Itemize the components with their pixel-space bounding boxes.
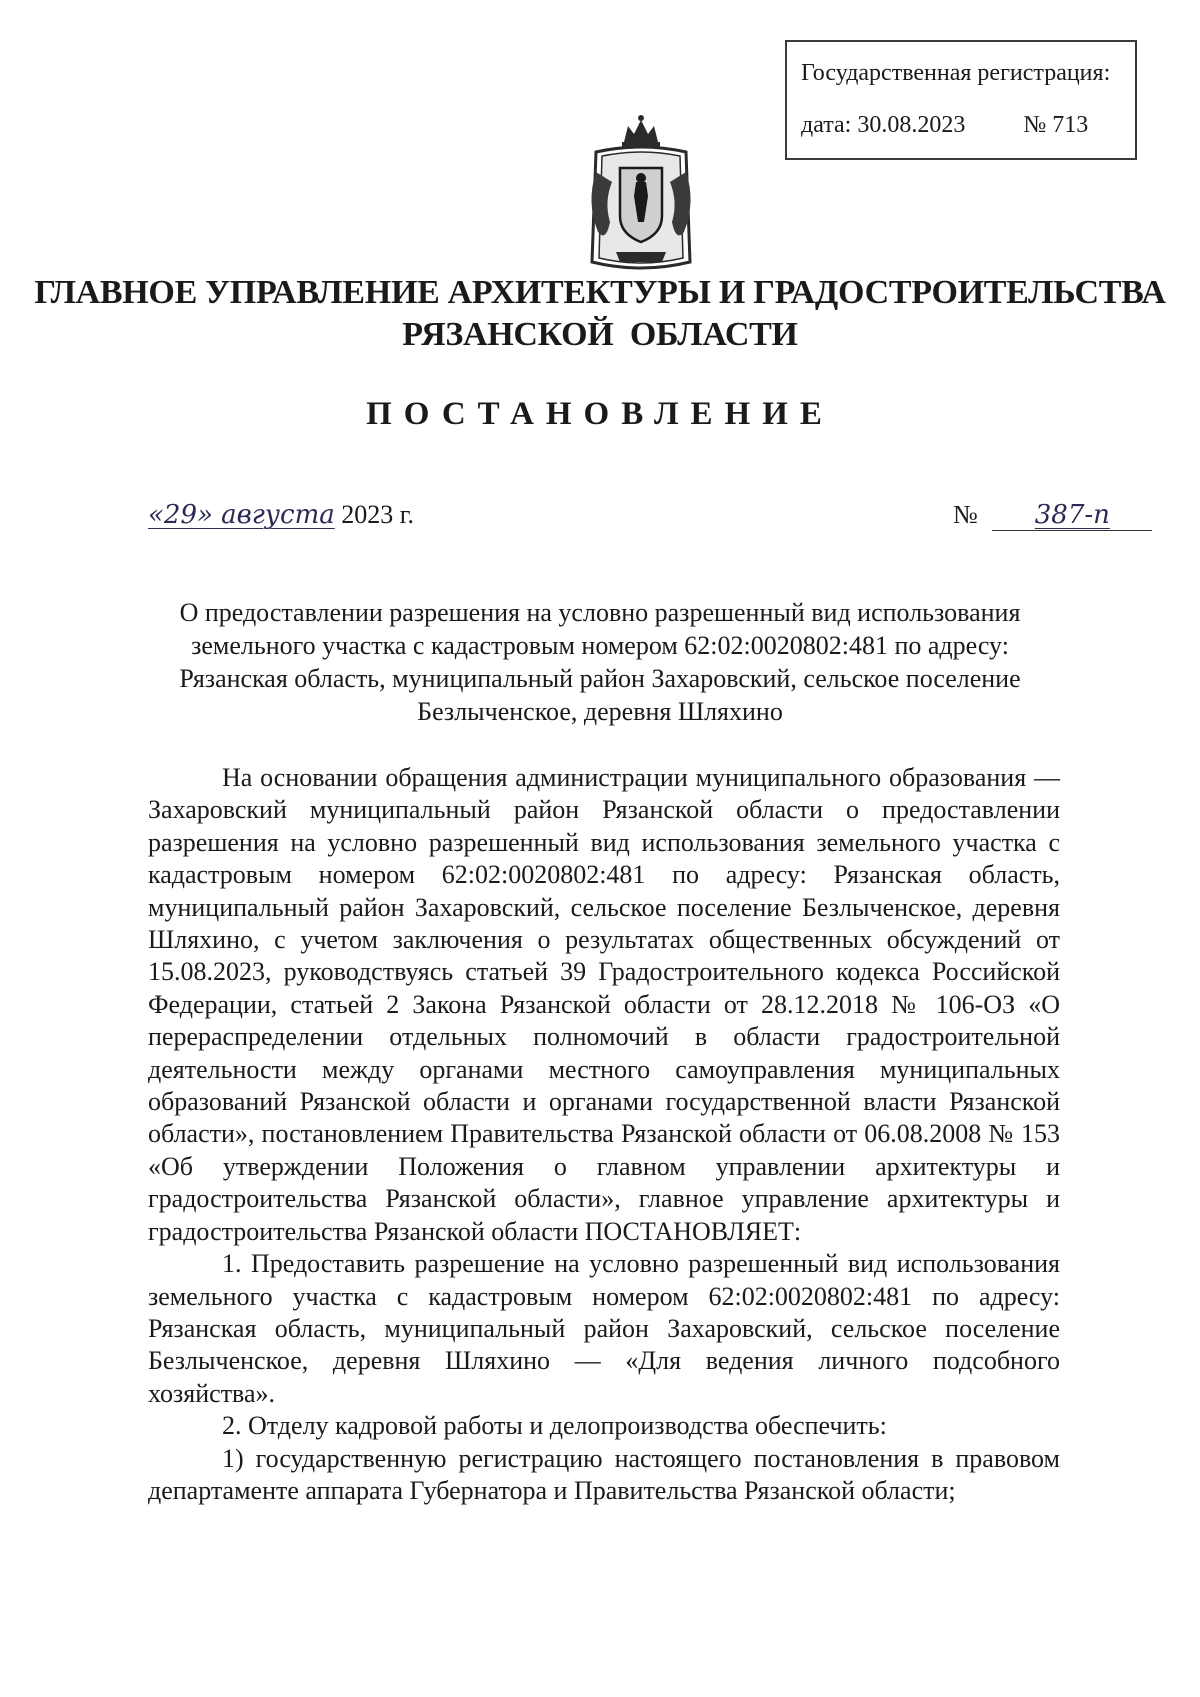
document-date (148, 500, 414, 530)
agency-line-1: ГЛАВНОЕ УПРАВЛЕНИЕ АРХИТЕКТУРЫ И ГРАДОСТРОИТЕЛЬСТВА (34, 274, 1166, 311)
paragraph-item-1: 1. Предоставить разрешение на условно разрешенный вид использования земельного участка с кадастровым номером 62:02:0020802:481 по адресу: Рязанская область, муниципальный район Захаровский, сельское поселение Безлыченское, деревня Шляхино — «Для ведения личного подсобного хозяйства». (148, 1249, 1060, 1408)
date-year: 2023 г. (341, 500, 414, 529)
agency-line-2: РЯЗАНСКОЙ ОБЛАСТИ (402, 316, 798, 353)
registration-details (801, 112, 1088, 139)
paragraph-subitem-1: 1) государственную регистрацию настоящего постановления в правовом департаменте аппарата Губернатора и Правительства Рязанской области; (148, 1443, 1060, 1505)
handwritten-number: 387-п (992, 500, 1152, 531)
registration-title: Государственная регистрация: (801, 60, 1111, 86)
agency-name (0, 272, 1200, 356)
paragraph-preamble: На основании обращения администрации муниципального образования — Захаровский муниципальный район Рязанской области о предоставлении разрешения на условно разрешенный вид использования земельного участка с кадастровым номером 62:02:0020802:481 по адресу: Рязанская область, муниципальный район Захаровский, сельское поселение Безлыченское, деревня Шляхино, с учетом заключения о результатах общественных обсуждений от 15.08.2023, руководствуясь статьей 39 Градостроительного кодекса Российской Федерации, статьей 2 Закона Рязанской области от 28.12.2018 № 106-ОЗ «О перераспределении отдельных полномочий в области градостроительной деятельности между органами местного самоуправления муниципальных образований Рязанской области и органами государственной власти Рязанской области», постановлением Правительства Рязанской области от 06.08.2008 № 153 «Об утверждении Положения о главном управлении архитектуры и градостроительства Рязанской области», главное управление архитектуры и градостроительства Рязанской области ПОСТАНОВЛЯЕТ: (148, 763, 1060, 1246)
document-number (953, 500, 1152, 531)
paragraph-item-2: 2. Отделу кадровой работы и делопроизводства обеспечить: (222, 1411, 887, 1441)
document-type: ПОСТАНОВЛЕНИЕ (366, 396, 834, 432)
coat-of-arms-icon (576, 112, 706, 272)
registration-number: № 713 (1023, 112, 1089, 138)
document-body (148, 762, 1060, 1507)
document-subject: О предоставлении разрешения на условно разрешенный вид использования земельного участка с кадастровым номером 62:02:0020802:481 по адресу: Рязанская область, муниципальный район Захаровский, сельское поселение Безлыченское, деревня Шляхино (179, 598, 1021, 726)
handwritten-date: «29» августа (148, 500, 335, 530)
number-prefix: № (953, 500, 978, 529)
registration-stamp (785, 40, 1137, 160)
registration-date: дата: 30.08.2023 (801, 112, 966, 138)
